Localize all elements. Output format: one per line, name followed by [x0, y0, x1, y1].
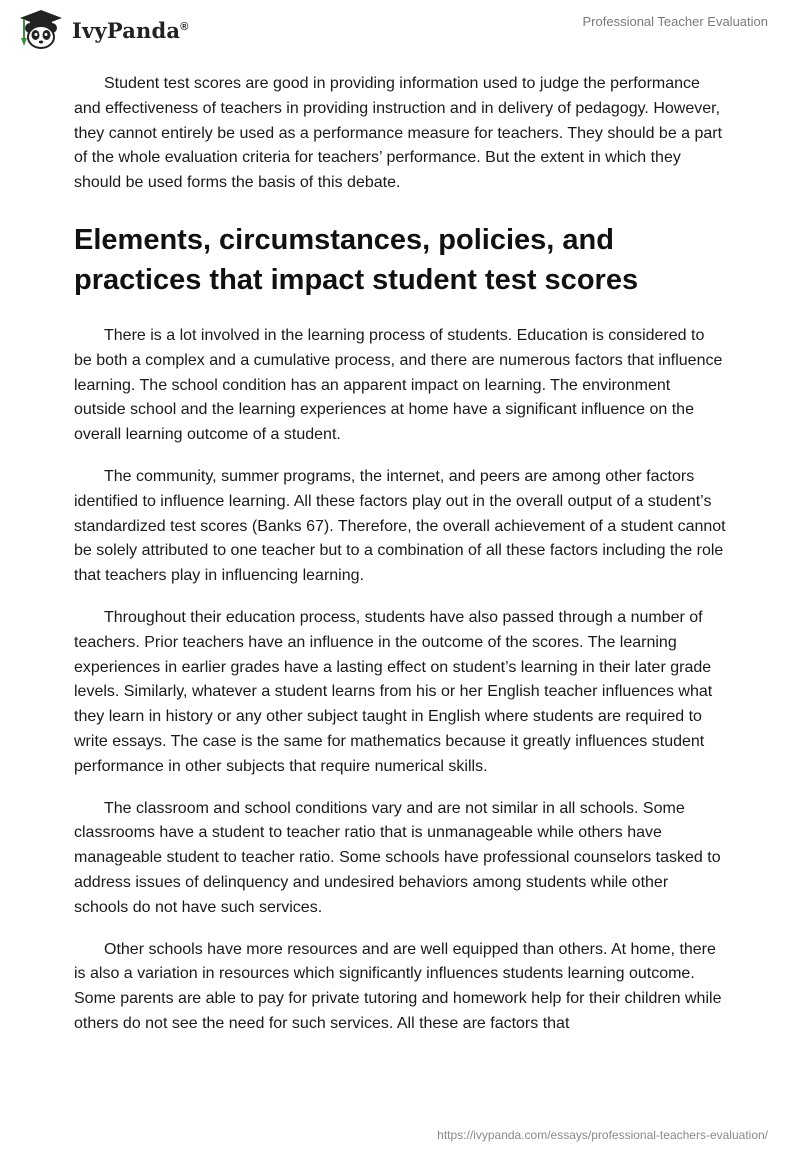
body-paragraph-4: The classroom and school conditions vary and are not similar in all schools. Some classrooms have a student to teacher ratio that is unmanageable while others have manageable student to teacher ratio. Some schools have professional counselors tasked to address issues of delinquency and undesired behaviors among students while other schools do not have such services. [74, 799, 721, 916]
body-paragraph-2: The community, summer programs, the internet, and peers are among other factors identified to influence learning. All these factors play out in the overall output of a student’s standardized test scores (Banks 67). Therefore, the overall achievement of a student cannot be solely attributed to one teacher but to a combination of all these factors including the role that teachers play in influencing learning. [74, 467, 726, 585]
body-paragraph-5: Other schools have more resources and are well equipped than others. At home, there is also a variation in resources which significantly influences students learning outcome. Some parents are able to pay for private tutoring and homework help for their children while others do not see the need for such services. All these are factors that [74, 940, 722, 1032]
brand-name: IvyPanda® [72, 17, 189, 43]
panda-graduate-icon [16, 8, 66, 52]
essay-body [74, 72, 726, 1054]
section-heading: Elements, circumstances, policies, and practices that impact student test scores [74, 223, 639, 296]
registered-mark: ® [180, 20, 189, 33]
body-paragraph-3: Throughout their education process, students have also passed through a number of teachers. Prior teachers have an influence in the outcome of the scores. The learning experiences in earlier grades have a lasting effect on student’s learning in their later grade levels. Similarly, whatever a student learns from his or her English teacher influences what they learn in history or any other subject taught in English where students are required to write essays. The case is the same for mathematics because it greatly influences student performance in other subjects that require numerical skills. [74, 608, 713, 775]
source-url[interactable]: https://ivypanda.com/essays/professional-teachers-evaluation/ [437, 1128, 768, 1142]
brand-logo[interactable] [16, 8, 189, 52]
body-paragraph-1: There is a lot involved in the learning process of students. Education is considered to be both a complex and a cumulative process, and there are numerous factors that influence learning. The school condition has an apparent impact on learning. The environment outside school and the learning experiences at home have a significant influence on the overall learning outcome of a student. [74, 326, 723, 444]
page-header [0, 0, 800, 70]
document-title: Professional Teacher Evaluation [582, 14, 768, 29]
intro-paragraph: Student test scores are good in providing information used to judge the performance and effectiveness of teachers in providing instruction and in delivery of pedagogy. However, they cannot entirely be used as a performance measure for teachers. They should be a part of the whole evaluation criteria for teachers’ performance. But the extent in which they should be used forms the basis of this debate. [74, 75, 723, 192]
